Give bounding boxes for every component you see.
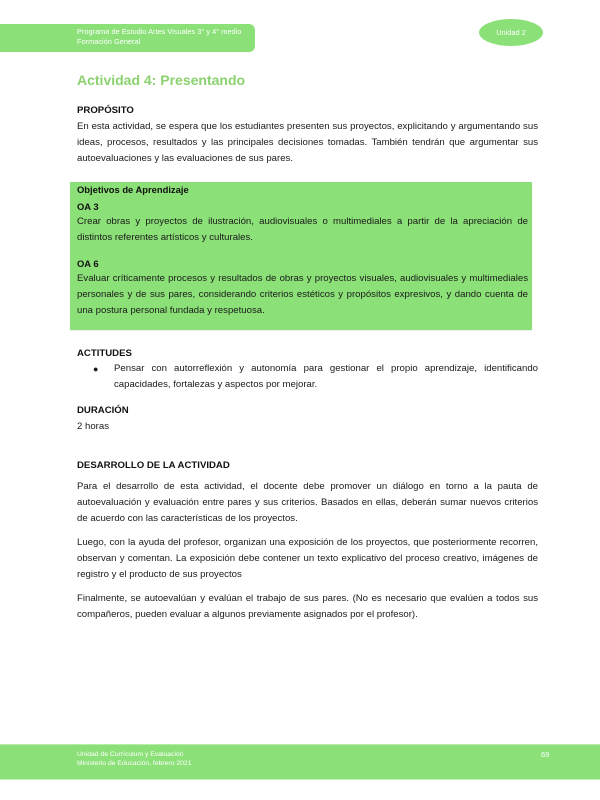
duration-value: 2 horas [77,421,109,432]
duration-heading: DURACIÓN [77,405,129,416]
footer-line1: Unidad de Currículum y Evaluación [77,751,184,758]
list-item [77,361,538,393]
objective-code-oa6: OA 6 [77,258,99,269]
objective-text-oa6: Evaluar críticamente procesos y resultados de obras y proyectos visuales, audiovisuales y multimediales personales y de sus pares, considerando criterios estéticos y propósitos expresivos, y dando cuenta de una postura personal fundada y respetuosa. [77,273,528,317]
purpose-heading: PROPÓSITO [77,105,134,116]
development-paragraph-2: Luego, con la ayuda del profesor, organizan una exposición de los proyectos, que posteriormente recorren, observan y comentan. La exposición debe contener un texto explicativo del proceso creativo, imágenes de registro y el producto de sus proyectos [77,537,538,581]
footer-bar [0,744,600,780]
objectives-box [70,182,532,330]
attitudes-heading: ACTITUDES [77,348,132,359]
objective-code-oa3: OA 3 [77,201,99,212]
program-title-line2: Formación General [77,36,141,46]
footer-line2: Ministerio de Educación, febrero 2021 [77,760,192,767]
unit-badge: Unidad 2 [479,19,543,46]
objective-text-oa3: Crear obras y proyectos de ilustración, audiovisuales o multimediales a partir de la apreciación de distintos referentes artísticos y culturales. [77,216,528,244]
development-heading: DESARROLLO DE LA ACTIVIDAD [77,460,230,471]
attitude-text: Pensar con autorreflexión y autonomía para gestionar el propio aprendizaje, identificando capacidades, fortalezas y aspectos por mejorar. [114,363,538,391]
bullet-icon: ● [93,364,99,374]
page-number: 69 [541,750,550,759]
attitudes-list [77,361,538,393]
footer-credits [77,750,191,768]
objectives-heading: Objetivos de Aprendizaje [77,184,189,195]
header-bar [0,24,255,52]
program-title [77,27,241,46]
development-paragraph-3: Finalmente, se autoevalúan y evalúan el trabajo de sus pares. (No es necesario que evalúen a todos sus compañeros, pueden evaluar a algunos previamente asignados por el profesor). [77,593,538,621]
program-title-line1: Programa de Estudio Artes Visuales 3° y 4° medio [77,27,242,36]
development-paragraph-1: Para el desarrollo de esta actividad, el docente debe promover un diálogo en torno a la pauta de autoevaluación y evaluación entre pares y sus criterios. Basados en ellas, deberán sumar nuevos criterios de acuerdo con las características de los proyectos. [77,481,538,525]
purpose-text: En esta actividad, se espera que los estudiantes presenten sus proyectos, explicitando y argumentando sus ideas, procesos, resultados y las principales decisiones tomadas. También tendrán que argumentar sus autoevaluaciones y las evaluaciones de sus pares. [77,121,538,165]
activity-title: Actividad 4: Presentando [77,72,246,88]
